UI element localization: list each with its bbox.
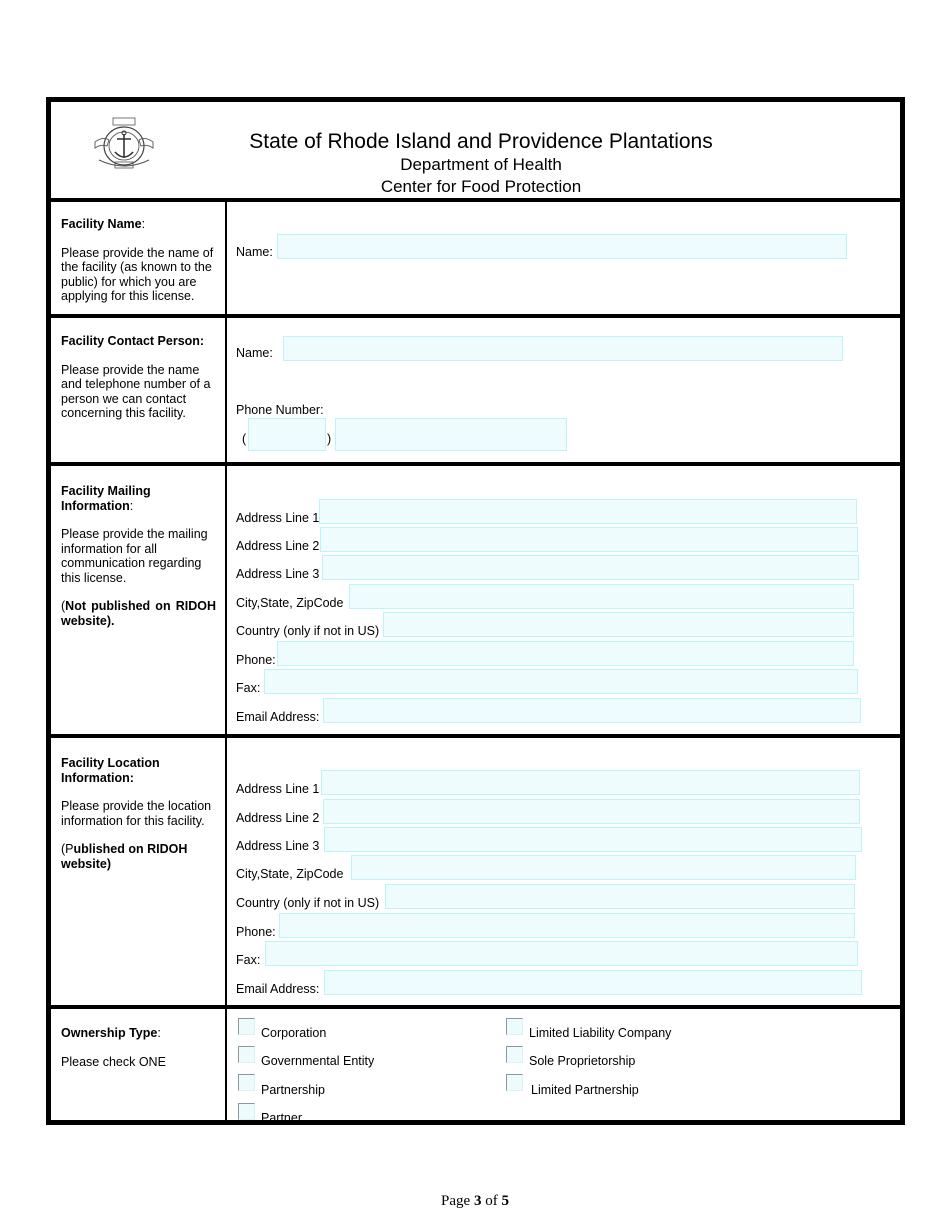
center-title: Center for Food Protection xyxy=(380,177,582,196)
mailing-info xyxy=(61,484,216,642)
mailing-field-input[interactable] xyxy=(320,527,858,552)
location-field-input[interactable] xyxy=(279,913,855,938)
location-field-input[interactable] xyxy=(324,827,862,852)
corporation-label: Corporation xyxy=(261,1026,327,1040)
location-field-label: City,State, ZipCode xyxy=(236,867,344,881)
mailing-field-input[interactable] xyxy=(277,641,854,666)
location-note-text: ublished on RIDOH website) xyxy=(61,842,188,871)
location-field-label: Address Line 2 xyxy=(236,811,320,825)
location-field-label: Address Line 3 xyxy=(236,839,320,853)
facility-name-label: Name: xyxy=(236,245,273,259)
mailing-field-label: Phone: xyxy=(236,653,276,667)
contact-heading: Facility Contact Person: xyxy=(61,334,205,348)
llc-checkbox[interactable] xyxy=(506,1018,523,1035)
section-divider xyxy=(51,198,900,202)
section-divider xyxy=(51,734,900,738)
contact-name-label: Name: xyxy=(236,346,273,360)
column-divider xyxy=(225,1009,227,1125)
phone-number-input[interactable] xyxy=(335,418,567,451)
header-titles xyxy=(151,130,811,198)
location-field-input[interactable] xyxy=(265,941,858,966)
mailing-field-label: Address Line 2 xyxy=(236,539,320,553)
ownership-heading: Ownership Type xyxy=(61,1026,158,1040)
mailing-note xyxy=(61,599,216,628)
location-info xyxy=(61,756,216,885)
note-paren: ( xyxy=(61,599,66,613)
mailing-field-label: Address Line 1 xyxy=(236,511,320,525)
facility-name-info xyxy=(61,217,216,318)
area-code-input[interactable] xyxy=(248,418,326,451)
partner-label: Partner xyxy=(261,1111,302,1125)
mailing-field-label: Country (only if not in US) xyxy=(236,624,380,638)
mailing-field-input[interactable] xyxy=(264,669,858,694)
mailing-field-input[interactable] xyxy=(349,584,854,609)
location-field-label: Country (only if not in US) xyxy=(236,896,380,910)
location-field-input[interactable] xyxy=(385,884,855,909)
paren-close: ) xyxy=(327,432,332,446)
column-divider xyxy=(225,466,227,734)
location-note xyxy=(61,842,216,871)
facility-name-input[interactable] xyxy=(277,234,847,259)
location-field-label: Phone: xyxy=(236,925,276,939)
location-field-label: Address Line 1 xyxy=(236,782,320,796)
colon: : xyxy=(129,498,134,513)
partner-checkbox[interactable] xyxy=(238,1103,255,1120)
page-footer xyxy=(0,1193,950,1210)
location-field-label: Email Address: xyxy=(236,982,320,996)
limited-partnership-label: Limited Partnership xyxy=(531,1083,639,1097)
mailing-field-input[interactable] xyxy=(319,499,857,524)
governmental-entity-checkbox[interactable] xyxy=(238,1046,255,1063)
mailing-field-label: City,State, ZipCode xyxy=(236,596,344,610)
location-field-input[interactable] xyxy=(323,799,860,824)
column-divider xyxy=(225,738,227,1005)
column-divider xyxy=(225,318,227,462)
mailing-note-text: Not published on RIDOH website). xyxy=(61,599,216,628)
phone-number-label: Phone Number: xyxy=(236,403,324,417)
section-divider xyxy=(51,462,900,466)
department-title: Department of Health xyxy=(400,155,562,174)
mailing-field-label: Address Line 3 xyxy=(236,567,320,581)
state-seal-icon xyxy=(91,116,157,172)
location-field-input[interactable] xyxy=(351,855,856,880)
sole-proprietorship-label: Sole Proprietorship xyxy=(529,1054,636,1068)
license-form xyxy=(46,97,905,1125)
location-heading: Facility Location Information: xyxy=(61,756,160,785)
contact-name-input[interactable] xyxy=(283,336,843,361)
ownership-description: Please check ONE xyxy=(61,1054,166,1069)
mailing-field-label: Fax: xyxy=(236,681,261,695)
column-divider xyxy=(225,202,227,314)
state-title: State of Rhode Island and Providence Plantations xyxy=(249,130,713,153)
current-page: 3 xyxy=(473,1193,482,1209)
of-word: of xyxy=(485,1193,498,1209)
note-paren: (P xyxy=(61,842,74,856)
facility-name-heading: Facility Name xyxy=(61,217,142,231)
sole-proprietorship-checkbox[interactable] xyxy=(506,1046,523,1063)
mailing-heading: Facility Mailing Information xyxy=(61,484,151,513)
mailing-description: Please provide the mailing information for all communication regarding this license. xyxy=(61,527,208,585)
mailing-field-input[interactable] xyxy=(323,698,861,723)
partnership-label: Partnership xyxy=(261,1083,325,1097)
facility-name-description: Please provide the name of the facility (as known to the public) for which you are applying for this license. xyxy=(61,245,214,303)
partnership-checkbox[interactable] xyxy=(238,1074,255,1091)
mailing-field-label: Email Address: xyxy=(236,710,320,724)
llc-label: Limited Liability Company xyxy=(529,1026,672,1040)
mailing-field-input[interactable] xyxy=(383,612,854,637)
location-field-label: Fax: xyxy=(236,953,261,967)
form-header xyxy=(51,102,900,198)
contact-info xyxy=(61,334,216,435)
section-divider xyxy=(51,1005,900,1009)
contact-description: Please provide the name and telephone number of a person we can contact concerning this facility. xyxy=(61,362,211,420)
ownership-info xyxy=(61,1026,216,1083)
colon: : xyxy=(157,1026,161,1040)
page-word: Page xyxy=(441,1193,471,1209)
location-field-input[interactable] xyxy=(324,970,862,995)
mailing-field-input[interactable] xyxy=(322,555,859,580)
location-description: Please provide the location information for this facility. xyxy=(61,799,212,828)
location-field-input[interactable] xyxy=(321,770,860,795)
total-pages: 5 xyxy=(501,1193,509,1209)
paren-open: ( xyxy=(242,432,247,446)
governmental-entity-label: Governmental Entity xyxy=(261,1054,375,1068)
corporation-checkbox[interactable] xyxy=(238,1018,255,1035)
colon: : xyxy=(141,217,146,231)
limited-partnership-checkbox[interactable] xyxy=(506,1074,523,1091)
